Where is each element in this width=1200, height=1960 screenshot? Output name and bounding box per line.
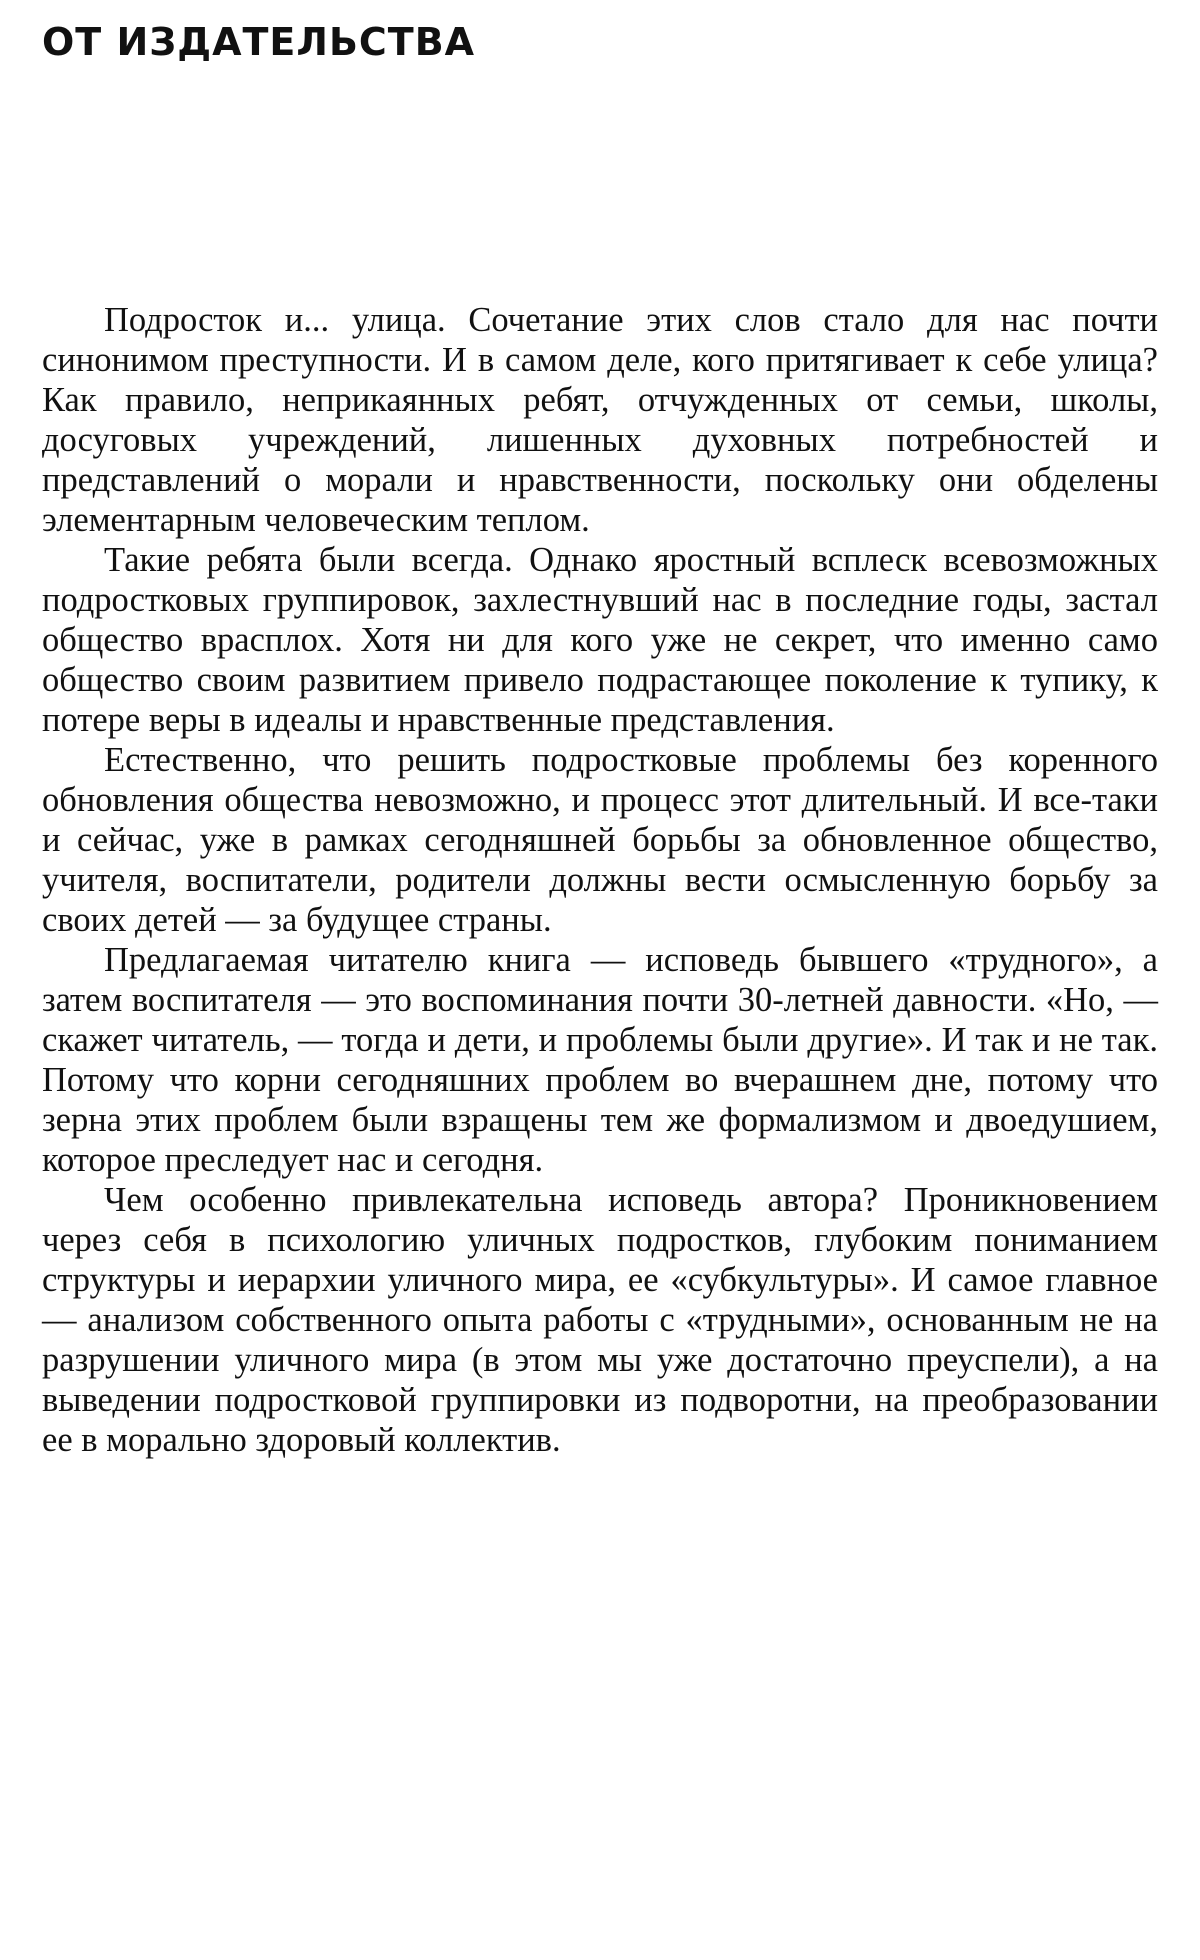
paragraph-1: Подросток и... улица. Сочетание этих слов стало для нас почти синонимом преступности. И в самом деле, кого притягивает к себе улица? Как правило, неприкаянных ребят, отчужденных от семьи, школы, досуговых учреждений, лишенных духовных потребностей и представлений о морали и нравственности, поскольку они обделены элементарным человеческим теплом. <box>42 301 1158 539</box>
paragraph-3: Естественно, что решить подростковые проблемы без коренного обновления общества невозможно, и процесс этот длительный. И все-таки и сейчас, уже в рамках сегодняшней борьбы за обновленное общество, учителя, воспитатели, родители должны вести осмысленную борьбу за своих детей — за будущее страны. <box>42 741 1158 939</box>
page-title: ОТ ИЗДАТЕЛЬСТВА <box>42 20 476 64</box>
paragraph-5: Чем особенно привлекательна исповедь автора? Проникновением через себя в психологию уличных подростков, глубоким пониманием структуры и иерархии уличного мира, ее «субкультуры». И самое главное — анализом собственного опыта работы с «трудными», основанным не на разрушении уличного мира (в этом мы уже достаточно преуспели), а на выведении подростковой группировки из подворотни, на преобразовании ее в морально здоровый коллектив. <box>42 1181 1158 1459</box>
paragraph-4: Предлагаемая читателю книга — исповедь бывшего «трудного», а затем воспитателя — это воспоминания почти 30-летней давности. «Но, — скажет читатель, — тогда и дети, и проблемы были другие». И так и не так. Потому что корни сегодняшних проблем во вчерашнем дне, потому что зерна этих проблем были взращены тем же формализмом и двоедушием, которое преследует нас и сегодня. <box>42 941 1158 1179</box>
paragraph-2: Такие ребята были всегда. Однако яростный всплеск всевозможных подростковых группировок, захлестнувший нас в последние годы, застал общество врасплох. Хотя ни для кого уже не секрет, что именно само общество своим развитием привело подрастающее поколение к тупику, к потере веры в идеалы и нравственные представления. <box>42 541 1158 739</box>
body-text <box>42 300 1158 1460</box>
